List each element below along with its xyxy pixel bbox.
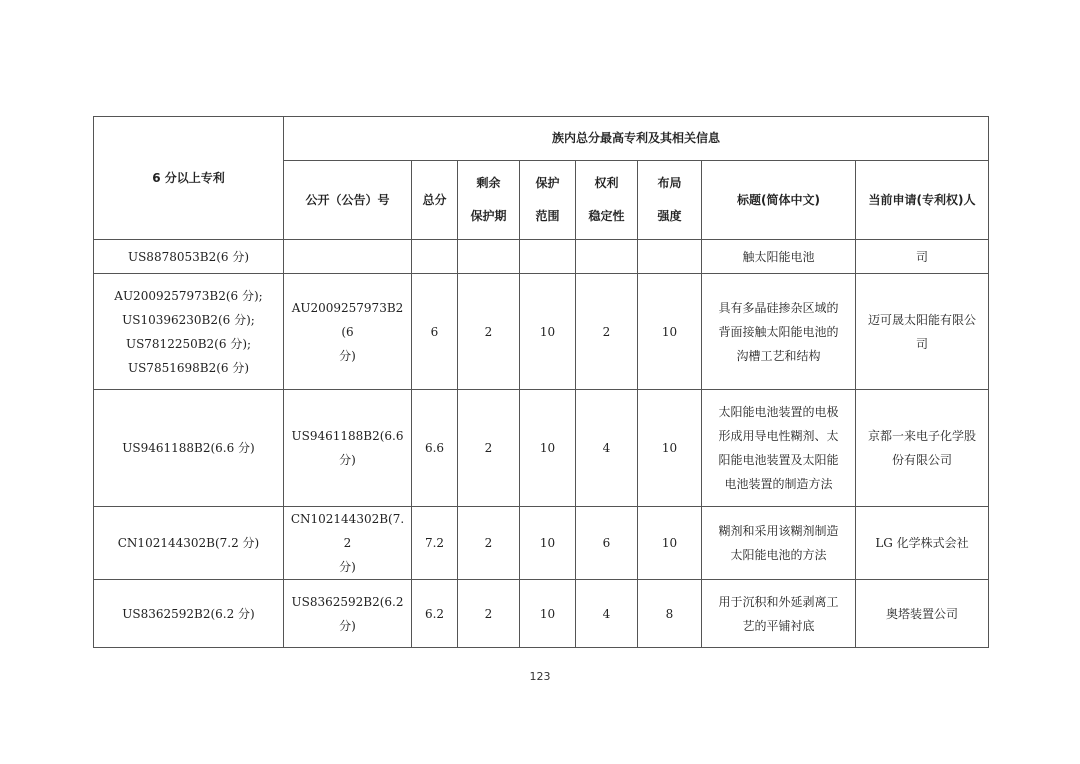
patent-table <box>93 116 989 648</box>
cell-applicant: 司 <box>856 240 989 274</box>
cell-title: 触太阳能电池 <box>702 240 856 274</box>
cell-stability: 2 <box>576 274 638 390</box>
table-row <box>94 580 989 648</box>
cell-stability: 4 <box>576 580 638 648</box>
cell-pub-no <box>284 240 412 274</box>
cell-layout: 10 <box>638 390 702 507</box>
cell-pub-no: US8362592B2(6.2 分) <box>284 580 412 648</box>
col-header-title: 标题(简体中文) <box>702 161 856 240</box>
cell-applicant: 迈可晟太阳能有限公 司 <box>856 274 989 390</box>
cell-scope: 10 <box>520 507 576 580</box>
cell-family: US8878053B2(6 分) <box>94 240 284 274</box>
cell-applicant: 奥塔装置公司 <box>856 580 989 648</box>
cell-remaining: 2 <box>458 274 520 390</box>
col-header-applicant: 当前申请(专利权)人 <box>856 161 989 240</box>
col-header-total: 总分 <box>412 161 458 240</box>
cell-remaining: 2 <box>458 390 520 507</box>
cell-remaining: 2 <box>458 580 520 648</box>
header-row-group <box>94 117 989 161</box>
cell-layout <box>638 240 702 274</box>
cell-scope <box>520 240 576 274</box>
cell-stability <box>576 240 638 274</box>
cell-title: 糊剂和采用该糊剂制造 太阳能电池的方法 <box>702 507 856 580</box>
col-header-pub-no: 公开（公告）号 <box>284 161 412 240</box>
cell-pub-no: US9461188B2(6.6 分) <box>284 390 412 507</box>
cell-applicant: LG 化学株式会社 <box>856 507 989 580</box>
cell-family: US8362592B2(6.2 分) <box>94 580 284 648</box>
header-family-best-patent: 族内总分最高专利及其相关信息 <box>284 117 989 161</box>
page-number: 123 <box>529 670 551 683</box>
col-header-stability: 权利 稳定性 <box>576 161 638 240</box>
cell-pub-no: CN102144302B(7.2 分) <box>284 507 412 580</box>
table-row <box>94 390 989 507</box>
col-header-layout: 布局 强度 <box>638 161 702 240</box>
col-header-scope: 保护 范围 <box>520 161 576 240</box>
cell-title: 具有多晶硅掺杂区域的 背面接触太阳能电池的 沟槽工艺和结构 <box>702 274 856 390</box>
cell-pub-no: AU2009257973B2(6 分) <box>284 274 412 390</box>
cell-title: 用于沉积和外延剥离工 艺的平铺衬底 <box>702 580 856 648</box>
cell-total: 6.6 <box>412 390 458 507</box>
cell-total: 7.2 <box>412 507 458 580</box>
cell-total: 6 <box>412 274 458 390</box>
cell-family: US9461188B2(6.6 分) <box>94 390 284 507</box>
cell-stability: 4 <box>576 390 638 507</box>
cell-layout: 10 <box>638 274 702 390</box>
cell-remaining: 2 <box>458 507 520 580</box>
header-six-plus-patents: 6 分以上专利 <box>94 117 284 240</box>
cell-stability: 6 <box>576 507 638 580</box>
cell-family: AU2009257973B2(6 分); US10396230B2(6 分); US7812250B2(6 分); US7851698B2(6 分) <box>94 274 284 390</box>
cell-family: CN102144302B(7.2 分) <box>94 507 284 580</box>
table-row <box>94 240 989 274</box>
cell-scope: 10 <box>520 580 576 648</box>
col-header-remaining: 剩余 保护期 <box>458 161 520 240</box>
cell-remaining <box>458 240 520 274</box>
table-row <box>94 274 989 390</box>
cell-title: 太阳能电池装置的电极 形成用导电性糊剂、太 阳能电池装置及太阳能 电池装置的制造方法 <box>702 390 856 507</box>
cell-applicant: 京都一来电子化学股 份有限公司 <box>856 390 989 507</box>
cell-scope: 10 <box>520 274 576 390</box>
cell-scope: 10 <box>520 390 576 507</box>
cell-layout: 8 <box>638 580 702 648</box>
table-row <box>94 507 989 580</box>
cell-layout: 10 <box>638 507 702 580</box>
cell-total <box>412 240 458 274</box>
cell-total: 6.2 <box>412 580 458 648</box>
